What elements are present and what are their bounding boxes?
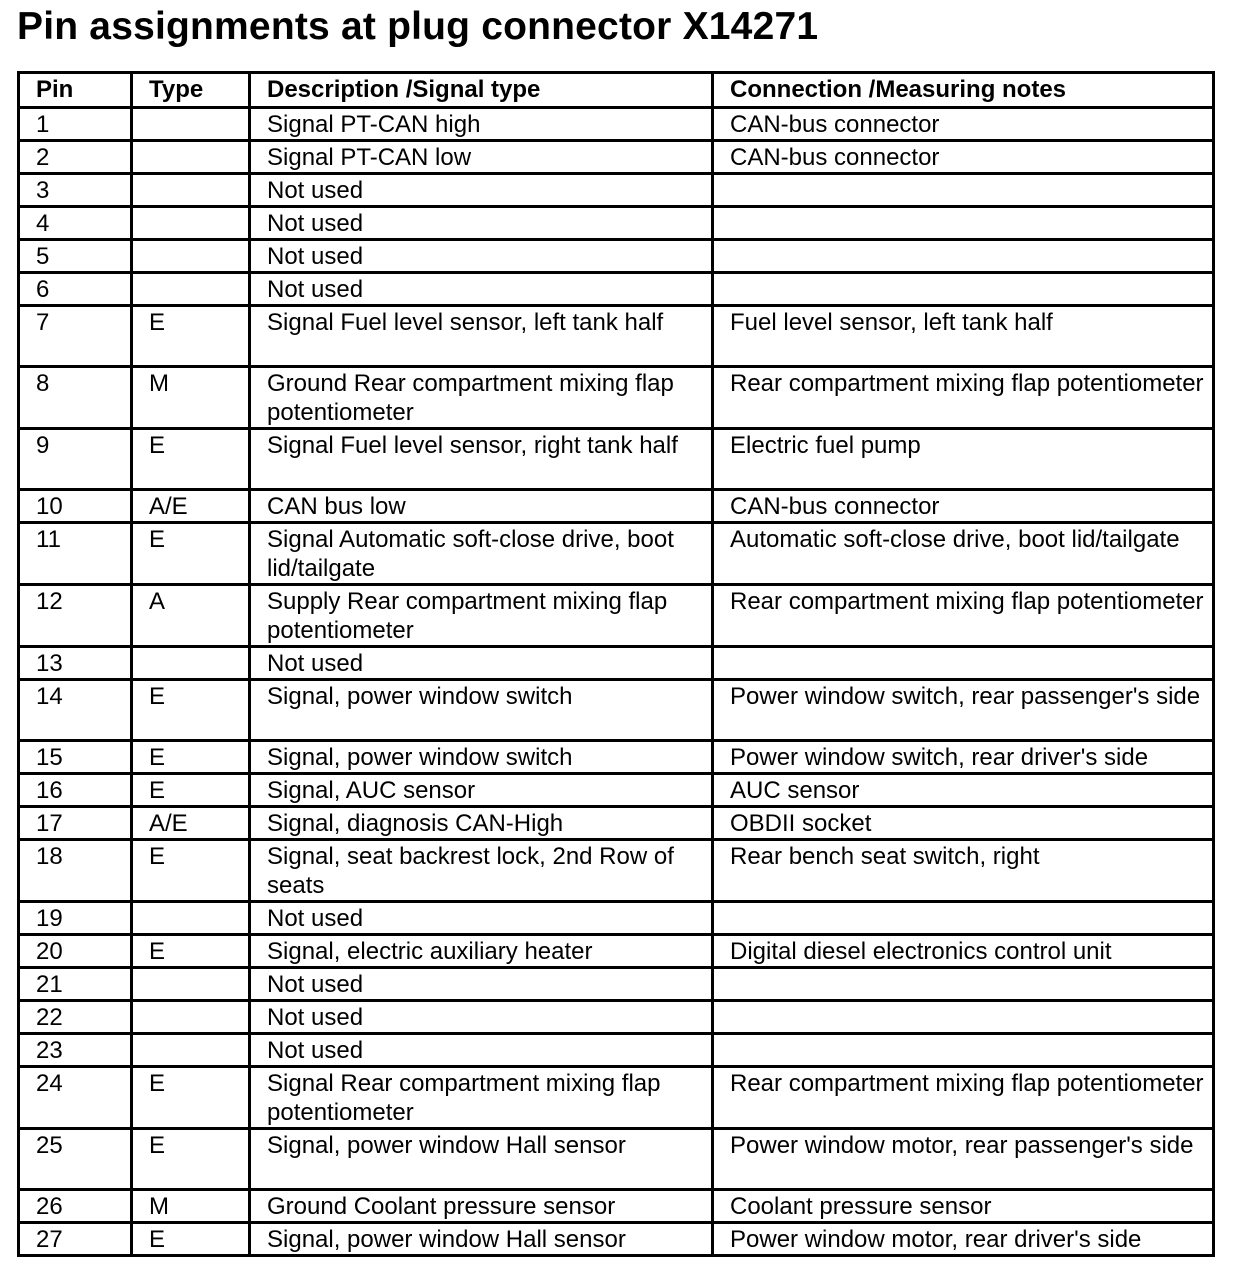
pin-cell: 25 [19, 1129, 132, 1190]
type-cell: E [132, 1223, 250, 1256]
pin-cell: 3 [19, 174, 132, 207]
connection-cell: CAN-bus connector [713, 490, 1214, 523]
pin-cell: 5 [19, 240, 132, 273]
description-cell: Signal Fuel level sensor, left tank half [250, 306, 713, 367]
table-row [19, 174, 1214, 207]
column-header-pin: Pin [19, 73, 132, 108]
description-cell: Signal Automatic soft-close drive, boot lid/tailgate [250, 523, 713, 585]
connection-cell: Rear compartment mixing flap potentiometer [713, 1067, 1214, 1129]
connection-cell: Fuel level sensor, left tank half [713, 306, 1214, 367]
page-title: Pin assignments at plug connector X14271 [17, 5, 819, 48]
connection-cell: Rear bench seat switch, right [713, 840, 1214, 902]
table-row [19, 273, 1214, 306]
table-row [19, 774, 1214, 807]
table-row [19, 367, 1214, 429]
connection-cell [713, 1001, 1214, 1034]
connection-cell [713, 240, 1214, 273]
table-row [19, 935, 1214, 968]
description-cell: Signal, seat backrest lock, 2nd Row of seats [250, 840, 713, 902]
description-cell: Supply Rear compartment mixing flap potentiometer [250, 585, 713, 647]
type-cell: E [132, 680, 250, 741]
pin-cell: 24 [19, 1067, 132, 1129]
column-header-connection: Connection /Measuring notes [713, 73, 1214, 108]
description-cell: Not used [250, 968, 713, 1001]
type-cell: E [132, 935, 250, 968]
type-cell: E [132, 1129, 250, 1190]
pin-cell: 12 [19, 585, 132, 647]
pin-cell: 18 [19, 840, 132, 902]
description-cell: Not used [250, 902, 713, 935]
type-cell [132, 174, 250, 207]
type-cell: M [132, 1190, 250, 1223]
table-row [19, 741, 1214, 774]
table-row [19, 207, 1214, 240]
type-cell [132, 902, 250, 935]
pin-cell: 17 [19, 807, 132, 840]
connection-cell [713, 207, 1214, 240]
connection-cell: Coolant pressure sensor [713, 1190, 1214, 1223]
connection-cell [713, 968, 1214, 1001]
table-row [19, 429, 1214, 490]
description-cell: Not used [250, 207, 713, 240]
connection-cell: Power window switch, rear driver's side [713, 741, 1214, 774]
table-row [19, 1129, 1214, 1190]
table-row [19, 647, 1214, 680]
pin-cell: 4 [19, 207, 132, 240]
pin-cell: 20 [19, 935, 132, 968]
table-row [19, 306, 1214, 367]
description-cell: Signal, AUC sensor [250, 774, 713, 807]
table-row [19, 680, 1214, 741]
type-cell [132, 1034, 250, 1067]
connection-cell: CAN-bus connector [713, 108, 1214, 141]
type-cell: E [132, 429, 250, 490]
description-cell: Not used [250, 647, 713, 680]
table-row [19, 585, 1214, 647]
table-row [19, 1034, 1214, 1067]
column-header-type: Type [132, 73, 250, 108]
type-cell [132, 1001, 250, 1034]
connection-cell: OBDII socket [713, 807, 1214, 840]
description-cell: Not used [250, 240, 713, 273]
table-row [19, 1190, 1214, 1223]
description-cell: Signal, power window Hall sensor [250, 1223, 713, 1256]
table-row [19, 840, 1214, 902]
description-cell: Not used [250, 273, 713, 306]
description-cell: Signal, diagnosis CAN-High [250, 807, 713, 840]
pin-cell: 26 [19, 1190, 132, 1223]
description-cell: Ground Rear compartment mixing flap potentiometer [250, 367, 713, 429]
connection-cell: Automatic soft-close drive, boot lid/tailgate [713, 523, 1214, 585]
connection-cell [713, 902, 1214, 935]
description-cell: Signal, power window Hall sensor [250, 1129, 713, 1190]
pin-cell: 13 [19, 647, 132, 680]
type-cell: A/E [132, 807, 250, 840]
table-header-row [19, 73, 1214, 108]
type-cell: A [132, 585, 250, 647]
type-cell: E [132, 774, 250, 807]
connection-cell [713, 1034, 1214, 1067]
table-row [19, 490, 1214, 523]
pin-cell: 23 [19, 1034, 132, 1067]
type-cell [132, 141, 250, 174]
table-row [19, 1223, 1214, 1256]
pin-cell: 22 [19, 1001, 132, 1034]
pin-cell: 6 [19, 273, 132, 306]
description-cell: Not used [250, 1034, 713, 1067]
description-cell: Signal, power window switch [250, 741, 713, 774]
pin-cell: 19 [19, 902, 132, 935]
connection-cell: Power window switch, rear passenger's side [713, 680, 1214, 741]
type-cell [132, 273, 250, 306]
connection-cell: Power window motor, rear passenger's side [713, 1129, 1214, 1190]
pin-cell: 7 [19, 306, 132, 367]
connection-cell: Electric fuel pump [713, 429, 1214, 490]
description-cell: Signal, power window switch [250, 680, 713, 741]
connection-cell: CAN-bus connector [713, 141, 1214, 174]
description-cell: Signal Fuel level sensor, right tank half [250, 429, 713, 490]
pin-cell: 21 [19, 968, 132, 1001]
description-cell: Not used [250, 1001, 713, 1034]
table-row [19, 807, 1214, 840]
table-row [19, 240, 1214, 273]
pin-cell: 27 [19, 1223, 132, 1256]
type-cell [132, 207, 250, 240]
description-cell: Ground Coolant pressure sensor [250, 1190, 713, 1223]
connection-cell [713, 647, 1214, 680]
table-row [19, 1067, 1214, 1129]
column-header-description: Description /Signal type [250, 73, 713, 108]
connection-cell [713, 273, 1214, 306]
description-cell: CAN bus low [250, 490, 713, 523]
connection-cell: Power window motor, rear driver's side [713, 1223, 1214, 1256]
connection-cell: Rear compartment mixing flap potentiometer [713, 367, 1214, 429]
description-cell: Signal PT-CAN high [250, 108, 713, 141]
table-row [19, 1001, 1214, 1034]
type-cell [132, 240, 250, 273]
description-cell: Signal Rear compartment mixing flap potentiometer [250, 1067, 713, 1129]
table-row [19, 968, 1214, 1001]
description-cell: Signal, electric auxiliary heater [250, 935, 713, 968]
type-cell: E [132, 523, 250, 585]
pin-cell: 11 [19, 523, 132, 585]
type-cell: E [132, 306, 250, 367]
connection-cell: Digital diesel electronics control unit [713, 935, 1214, 968]
table-row [19, 523, 1214, 585]
type-cell: M [132, 367, 250, 429]
pin-cell: 16 [19, 774, 132, 807]
pin-cell: 15 [19, 741, 132, 774]
type-cell [132, 647, 250, 680]
type-cell: E [132, 840, 250, 902]
pin-cell: 8 [19, 367, 132, 429]
table-row [19, 902, 1214, 935]
table-row [19, 141, 1214, 174]
pin-assignment-table [17, 71, 1215, 1257]
pin-cell: 1 [19, 108, 132, 141]
type-cell: E [132, 1067, 250, 1129]
pin-cell: 14 [19, 680, 132, 741]
type-cell: A/E [132, 490, 250, 523]
type-cell: E [132, 741, 250, 774]
type-cell [132, 108, 250, 141]
pin-cell: 2 [19, 141, 132, 174]
description-cell: Not used [250, 174, 713, 207]
connection-cell: AUC sensor [713, 774, 1214, 807]
type-cell [132, 968, 250, 1001]
pin-cell: 9 [19, 429, 132, 490]
connection-cell [713, 174, 1214, 207]
table-row [19, 108, 1214, 141]
description-cell: Signal PT-CAN low [250, 141, 713, 174]
pin-cell: 10 [19, 490, 132, 523]
connection-cell: Rear compartment mixing flap potentiometer [713, 585, 1214, 647]
